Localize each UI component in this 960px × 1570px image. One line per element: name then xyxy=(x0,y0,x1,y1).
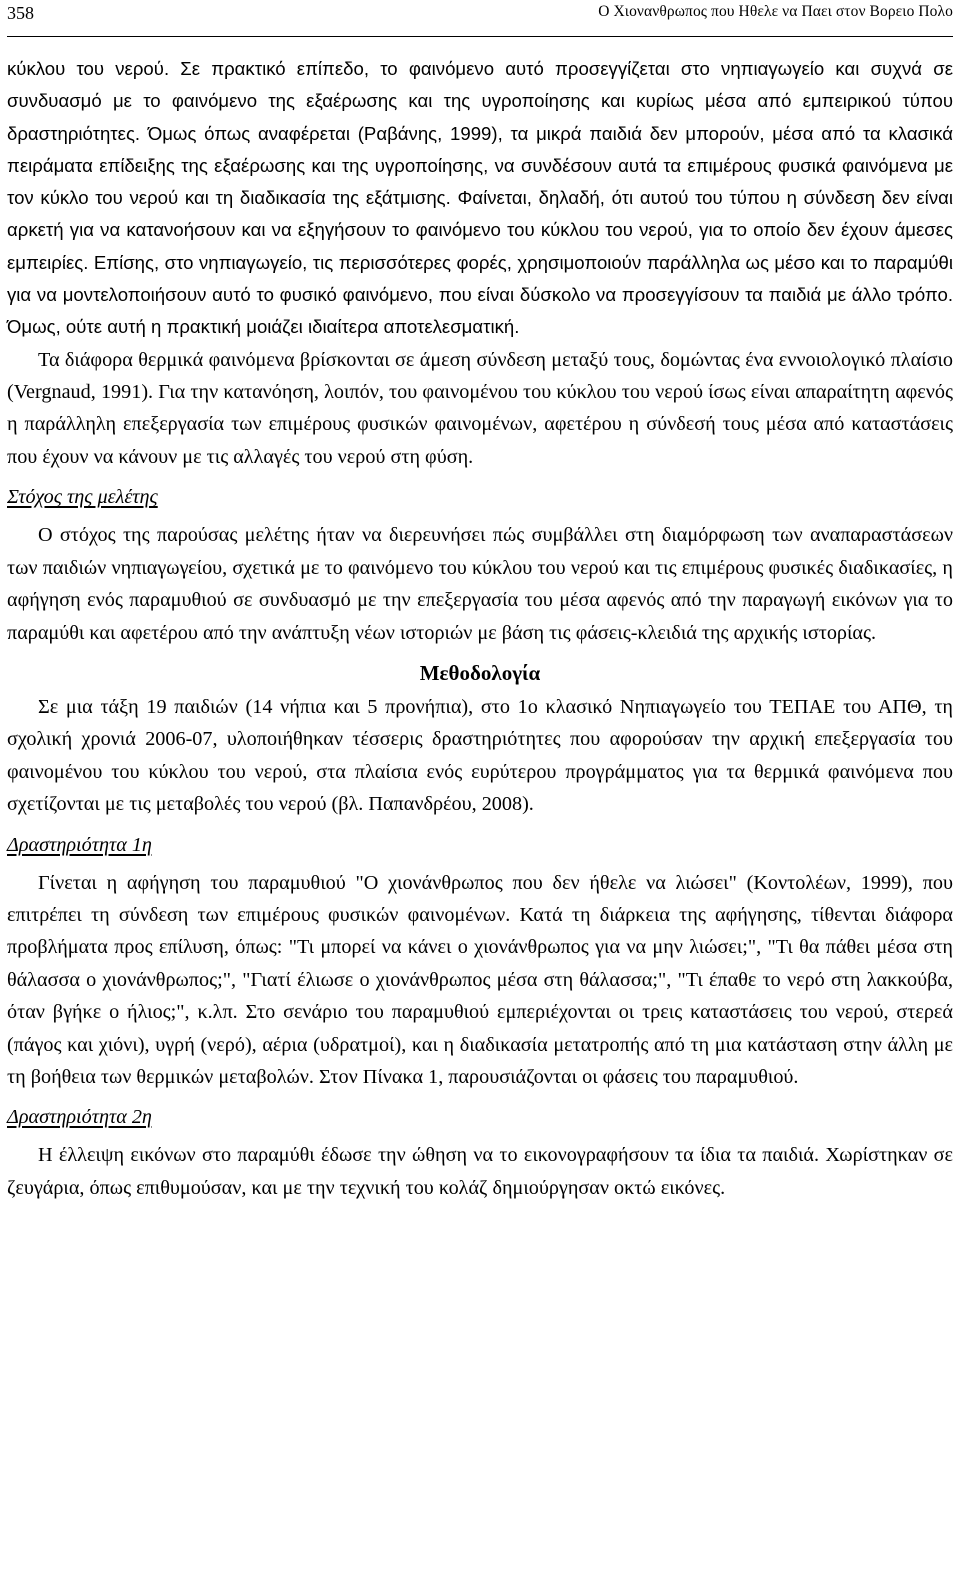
activity2-heading: Δραστηριότητα 2η xyxy=(7,1106,152,1129)
methodology-paragraph: Σε μια τάξη 19 παιδιών (14 νήπια και 5 προνήπια), στο 1ο κλασικό Νηπιαγωγείο του ΤΕΠΑΕ του ΑΠΘ, τη σχολική χρονιά 2006-07, υλοποιήθηκαν τέσσερις δραστηριότητες που αφορούσαν την αρχική επεξεργασία του φαινομένου του κύκλου του νερού, στα πλαίσια ενός ευρύτερου προγράμματος για τα θερμικά φαινόμενα που σχετίζονται με τις μεταβολές του νερού (βλ. Παπανδρέου, 2008). xyxy=(7,695,953,816)
activity2-paragraph: Η έλλειψη εικόνων στο παραμύθι έδωσε την ώθηση να το εικονογραφήσουν τα ίδια τα παιδιά. Χωρίστηκαν σε ζευγάρια, όπως επιθυμούσαν, και με την τεχνική του κολάζ δημιούργησαν οκτώ εικόνες. xyxy=(7,1144,953,1199)
activity1-heading: Δραστηριότητα 1η xyxy=(7,833,152,856)
page-number: 358 xyxy=(7,3,34,23)
paragraph-thermal-phenomena: Τα διάφορα θερμικά φαινόμενα βρίσκονται σε άμεση σύνδεση μεταξύ τους, δομώντας ένα εννοιολογικό πλαίσιο (Vergnaud, 1991). Για την κατανόηση, λοιπόν, του φαινομένου του κύκλου του νερού ίσως είναι απαραίτητη αφενός η παράλληλη επεξεργασία των επιμέρους φυσικών φαινομένων, αφετέρου η σύνδεσή τους μέσα από καταστάσεις που έχουν να κάνουν με τις αλλαγές του νερού στη φύση. xyxy=(7,348,953,468)
goal-heading: Στόχος της μελέτης xyxy=(7,486,158,509)
body-text xyxy=(7,53,953,1204)
methodology-title: Μεθοδολογία xyxy=(419,660,541,685)
activity1-paragraph: Γίνεται η αφήγηση του παραμυθιού "Ο χιονάνθρωπος που δεν ήθελε να λιώσει" (Κοντολέων, 1999), που επιτρέπει τη σύνδεση των επιμέρους φυσικών φαινομένων. Κατά τη διάρκεια της αφήγησης, τίθενται διάφορα προβλήματα προς επίλυση, όπως: "Τι μπορεί να κάνει ο χιονάνθρωπος για να μην λιώσει;", "Τι θα πάθει μέσα στη θάλασσα ο χιονάνθρωπος;", "Γιατί έλιωσε ο χιονάνθρωπος μέσα στη θάλασσα;", "Τι έπαθε το νερό στη λακκούβα, όταν βγήκε ο ήλιος;", κ.λπ. Στο σενάριο του παραμυθιού εμπεριέχονται οι τρεις καταστάσεις του νερού, στερεά (πάγος και χιόνι), υγρή (νερό), αέρια (υδρατμοί), και η διαδικασία μετατροπής από τη μια κατάσταση στην άλλη με τη βοήθεια των θερμικών μεταβολών. Στον Πίνακα 1, παρουσιάζονται οι φάσεις του παραμυθιού. xyxy=(7,871,953,1088)
goal-paragraph: Ο στόχος της παρούσας μελέτης ήταν να διερευνήσει πώς συμβάλλει στη διαμόρφωση των αναπαραστάσεων των παιδιών νηπιαγωγείου, σχετικά με το φαινόμενο του κύκλου του νερού και τις επιμέρους φυσικές διαδικασίες, η αφήγηση ενός παραμυθιού σε συνδυασμό με την επεξεργασία του μέσα αφενός από την παραγωγή εικόνων για το παραμύθι και αφετέρου από την ανάπτυξη νέων ιστοριών με βάση τις φάσεις-κλειδιά της αρχικής ιστορίας. xyxy=(7,524,953,644)
page-header xyxy=(7,0,953,37)
running-title: Ο Χιονανθρωπος που Ηθελε να Παει στον Βορειο Πολο xyxy=(598,3,953,20)
intro-paragraph: κύκλου του νερού. Σε πρακτικό επίπεδο, το φαινόμενο αυτό προσεγγίζεται στο νηπιαγωγείο και συχνά σε συνδυασμό με το φαινόμενο της εξαέρωσης και της υγροποίησης και κυρίως μέσα από εμπειρικού τύπου δραστηριότητες. Όμως όπως αναφέρεται (Ραβάνης, 1999), τα μικρά παιδιά δεν μπορούν, μέσα από τα κλασικά πειράματα επίδειξης της εξαέρωσης και της υγροποίησης, να συνδέσουν αυτά τα επιμέρους φυσικά φαινόμενα με τον κύκλο του νερού και τη διαδικασία της εξάτμισης. Φαίνεται, δηλαδή, ότι αυτού του τύπου η σύνδεση δεν είναι αρκετή για να κατανοήσουν και να εξηγήσουν το φαινόμενο του κύκλου του νερού, για το οποίο δεν έχουν άμεσες εμπειρίες. Επίσης, στο νηπιαγωγείο, τις περισσότερες φορές, χρησιμοποιούν παράλληλα ως μέσο και το παραμύθι για να μοντελοποιήσουν αυτό το φυσικό φαινόμενο, που είναι δύσκολο να προσεγγίσουν τα παιδιά με άλλο τρόπο. Όμως, ούτε αυτή η πρακτική μοιάζει ιδιαίτερα αποτελεσματική. xyxy=(7,58,953,338)
